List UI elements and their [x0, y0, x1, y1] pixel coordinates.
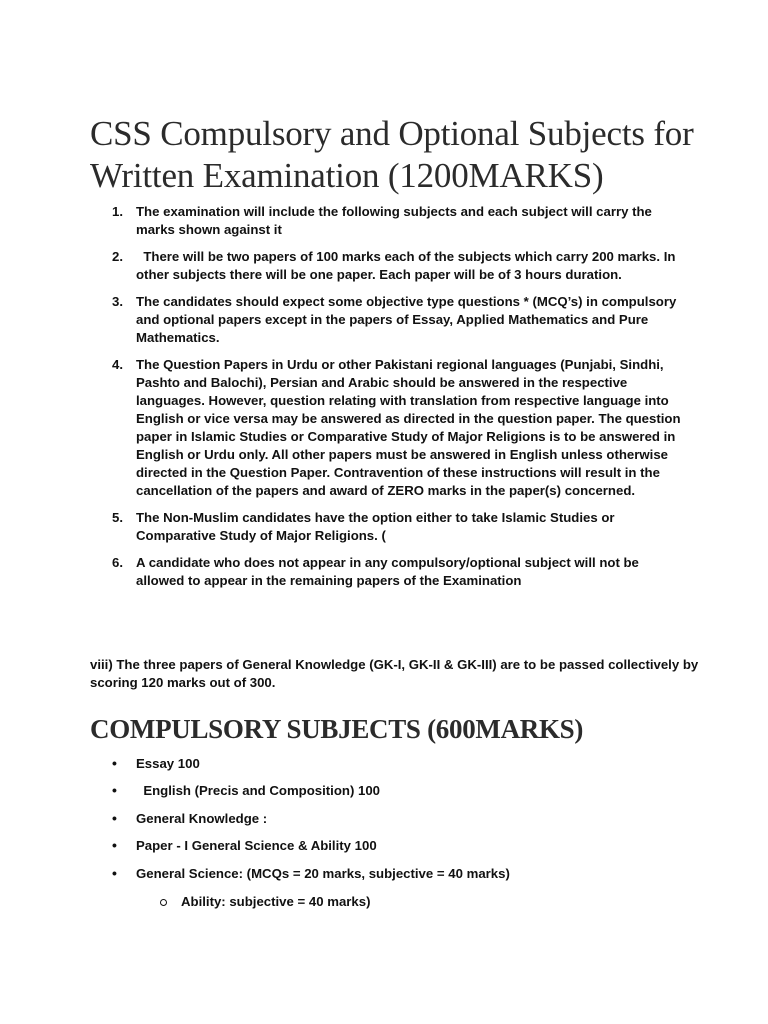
compulsory-subjects-list	[90, 755, 690, 892]
ability-sublist	[136, 893, 696, 911]
list-item-text: There will be two papers of 100 marks each of the subjects which carry 200 marks. In other subjects there will be one paper. Each paper will be of 3 hours duration.	[136, 249, 676, 282]
list-item	[90, 356, 690, 500]
general-knowledge-note: viii) The three papers of General Knowledge (GK-I, GK-II & GK-III) are to be passed collectively by scoring 120 marks out of 300.	[90, 657, 699, 690]
list-number: 2.	[112, 249, 123, 264]
list-item-text: Paper - I General Science & Ability 100	[136, 838, 377, 854]
list-number: 4.	[112, 357, 123, 372]
list-item-text: The candidates should expect some objective type questions * (MCQ’s) in compulsory and optional papers except in the papers of Essay, Applied Mathematics and Pure Mathematics.	[136, 294, 677, 345]
instructions-list	[90, 203, 690, 599]
list-item	[90, 755, 690, 773]
list-item-text: English (Precis and Composition) 100	[136, 783, 381, 799]
list-item-text: The Question Papers in Urdu or other Pakistani regional languages (Punjabi, Sindhi, Pashto and Balochi), Persian and Arabic should be answered in the respective languages. However, question relating with translation from respective language into English or vice versa may be answered as directed in the question paper. The question paper in Islamic Studies or Comparative Study of Major Religions is to be answered in English or Urdu only. All other papers must be answered in English unless otherwise directed in the Question Paper. Contravention of these instructions will result in the cancellation of the papers and award of ZERO marks in the paper(s) concerned.	[136, 357, 681, 498]
list-item-text: Essay 100	[136, 756, 200, 771]
document-title: CSS Compulsory and Optional Subjects for Written Examination (1200MARKS)	[90, 114, 694, 195]
bullet-icon: •	[112, 809, 117, 826]
list-number: 6.	[112, 555, 123, 570]
list-item-text: The examination will include the following subjects and each subject will carry the marks shown against it	[136, 204, 652, 237]
list-item-text: General Knowledge :	[136, 810, 268, 826]
list-item	[90, 810, 690, 828]
bullet-icon: •	[112, 782, 117, 799]
list-item-text: A candidate who does not appear in any compulsory/optional subject will not be allowed to appear in the remaining papers of the Examination	[136, 555, 639, 588]
list-item	[90, 554, 690, 590]
circle-bullet-icon	[160, 899, 167, 906]
bullet-icon: •	[112, 755, 117, 771]
list-item	[90, 782, 690, 800]
list-item	[136, 893, 696, 911]
list-item	[90, 293, 690, 347]
list-item-text: Ability: subjective = 40 marks)	[181, 894, 371, 909]
bullet-icon: •	[112, 864, 117, 881]
list-item-text: General Science: (MCQs = 20 marks, subjective = 40 marks)	[136, 865, 510, 881]
list-item	[90, 203, 690, 239]
list-item	[90, 837, 690, 855]
list-number: 1.	[112, 204, 123, 219]
list-number: 3.	[112, 294, 123, 309]
list-item	[90, 248, 690, 284]
compulsory-subjects-heading: COMPULSORY SUBJECTS (600MARKS)	[90, 714, 584, 744]
bullet-icon: •	[112, 837, 117, 854]
list-item-text: The Non-Muslim candidates have the option either to take Islamic Studies or Comparative Study of Major Religions. (	[136, 510, 615, 543]
list-item	[90, 509, 690, 545]
list-item	[90, 865, 690, 883]
list-number: 5.	[112, 510, 123, 525]
